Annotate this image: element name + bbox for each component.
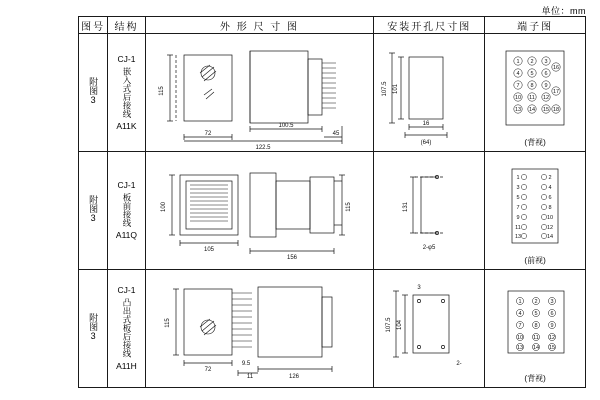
row3-model: CJ-1 [117,285,136,296]
svg-text:13: 13 [515,233,522,240]
row2-dim-105: 105 [204,246,215,253]
header-hole: 安装开孔尺寸图 [374,17,485,34]
row3-dim-11: 11 [247,373,254,380]
svg-text:13: 13 [515,106,522,113]
svg-text:17: 17 [553,88,560,95]
row3-outline-drawing [145,270,374,388]
svg-text:12: 12 [547,224,554,231]
unit-note: 单位：mm [541,6,586,16]
row1-hole-16: 16 [422,120,430,127]
row1-hole-101: 101 [393,83,400,94]
row2-hole-drawing [374,152,485,270]
svg-text:5: 5 [516,194,520,201]
svg-text:11: 11 [529,94,535,101]
row2-outline-drawing [145,152,374,270]
row3-structure [108,270,145,388]
row3-hole-drawing [374,270,485,388]
row3-terminal-drawing [485,270,586,388]
row3-no-text: 附图3 [88,312,99,341]
row2-model: CJ-1 [117,180,136,190]
svg-text:10: 10 [515,94,522,101]
svg-text:14: 14 [547,233,554,240]
row3-code: A11H [116,360,137,371]
row1-hole-1075: 107.5 [382,80,389,97]
svg-text:15: 15 [549,344,556,351]
row1-outline-drawing [145,34,374,152]
svg-text:18: 18 [553,106,560,113]
svg-text:10: 10 [517,334,524,341]
row2-drawing-no [79,152,108,270]
svg-text:3: 3 [544,58,548,65]
svg-text:2: 2 [548,174,552,181]
row2-structure [108,152,145,270]
svg-text:8: 8 [548,204,552,211]
row1-terminal-caption: (背视) [524,138,546,147]
svg-text:6: 6 [550,310,554,317]
table-row [79,34,586,152]
svg-text:7: 7 [516,204,520,211]
svg-text:8: 8 [530,82,534,89]
svg-text:3: 3 [550,298,554,305]
svg-text:10: 10 [547,214,554,221]
row2-terminal-caption: (前视) [524,256,546,265]
spec-table [78,16,586,388]
table-row [79,152,586,270]
svg-text:14: 14 [533,344,540,351]
row1-hole-64: (64) [420,139,432,146]
svg-text:6: 6 [544,70,548,77]
svg-text:11: 11 [533,334,539,341]
row1-code: A11K [116,120,137,131]
svg-text:1: 1 [518,298,522,305]
row1-structure-text: 嵌入式后接线 [121,66,132,118]
row2-code: A11Q [115,230,138,240]
svg-text:4: 4 [548,184,552,191]
row1-no-text: 附图3 [88,76,99,105]
header-drawing-no: 图号 [79,17,108,34]
svg-text:13: 13 [517,344,524,351]
svg-text:6: 6 [548,194,552,201]
row1-dim-1005: 100.5 [278,122,294,129]
row2-dim-115: 115 [346,201,353,212]
table-header-row [79,17,586,34]
svg-text:8: 8 [534,322,538,329]
svg-text:1: 1 [516,174,520,181]
row3-hole-1075: 107.5 [386,316,393,333]
row1-model: CJ-1 [117,53,136,64]
row2-hole-2phi5: 2-φ5 [422,244,436,251]
row1-drawing-no [79,34,108,152]
row2-dim-156: 156 [287,254,298,261]
svg-text:5: 5 [534,310,538,317]
row2-dim-100: 100 [161,201,168,212]
svg-text:9: 9 [550,322,554,329]
svg-text:5: 5 [530,70,534,77]
row2-terminal-drawing [485,152,586,270]
row3-dim-72: 72 [205,366,212,373]
row1-dim-72: 72 [205,130,212,137]
row3-hole-3: 3 [417,284,421,291]
svg-text:3: 3 [516,184,520,191]
svg-text:11: 11 [515,224,521,231]
row1-dim-115: 115 [159,85,166,96]
row3-dim-95: 9.5 [242,360,251,367]
row3-dim-126: 126 [289,373,300,380]
svg-text:2: 2 [534,298,538,305]
header-structure: 结构 [108,17,145,34]
svg-text:7: 7 [518,322,522,329]
header-terminal: 端子图 [485,17,586,34]
svg-text:16: 16 [553,64,560,71]
row1-dim-1225: 122.5 [255,144,271,149]
row1-structure [108,34,145,152]
svg-text:9: 9 [516,214,520,221]
row3-structure-text: 凸出式板后接线 [121,298,132,358]
svg-text:9: 9 [544,82,548,89]
row3-drawing-no [79,270,108,388]
row2-no-text: 附图3 [88,194,99,223]
header-outline: 外 形 尺 寸 图 [145,17,374,34]
row3-terminal-caption: (背视) [524,374,546,383]
row1-dim-45: 45 [333,130,340,137]
table-row [79,270,586,388]
row3-dim-115: 115 [165,317,172,328]
svg-text:7: 7 [516,82,520,89]
svg-text:14: 14 [529,106,536,113]
svg-text:1: 1 [516,58,520,65]
svg-text:2: 2 [530,58,534,65]
row1-terminal-drawing [485,34,586,152]
row2-structure-text: 板前接线 [121,193,132,227]
row2-hole-131: 131 [403,201,410,212]
svg-text:12: 12 [549,334,556,341]
svg-text:4: 4 [518,310,522,317]
row3-hole-2: 2- [456,360,462,367]
svg-text:4: 4 [516,70,520,77]
svg-text:15: 15 [543,106,550,113]
svg-text:12: 12 [543,94,550,101]
row1-hole-drawing [374,34,485,152]
row3-hole-104: 104 [397,319,404,330]
